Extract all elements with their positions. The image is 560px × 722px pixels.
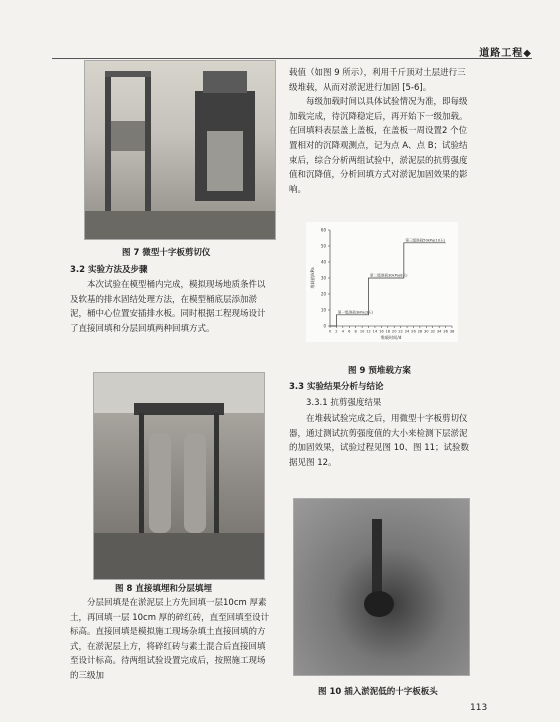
step-annotation: 第二级堆载30kPa(8天) <box>370 273 408 278</box>
x-tick-label: 10 <box>359 329 365 334</box>
x-tick-label: 32 <box>430 329 436 334</box>
section-3-2-title: 3.2 实验方法及步骤 <box>70 265 148 275</box>
x-tick-label: 20 <box>391 329 397 334</box>
right-paragraph-0: 载值（如图 9 所示），利用千斤顶对土层进行三级堆载，从而对淤泥进行加固 [5-6]。 <box>289 68 466 93</box>
section-3-3-title: 3.3 实验结果分析与结论 <box>289 382 384 392</box>
y-axis-label: 堆载值/kPa <box>310 267 315 289</box>
left-paragraph-2-text: 分层回填是在淤泥层上方先回填一层10cm 厚素土，再回填一层 10cm 厚的碎红砖，直至回填至设计标高。直接回填是模拟施工现场杂填土直接回填的方式，在淤泥层上方，将碎红砖与素土混合后直接回填至设计标高。待两组试验设置完成后，按照施工现场的三级加 <box>70 598 270 681</box>
step-annotation: 第三级堆载50kPa(10天) <box>405 238 446 243</box>
x-tick-label: 16 <box>379 329 384 334</box>
figure-10-caption: 图 10 插入淤泥低的十字板板头 <box>318 687 438 697</box>
x-tick-label: 38 <box>449 329 455 334</box>
x-tick-label: 6 <box>348 329 351 334</box>
x-tick-label: 22 <box>398 329 403 334</box>
x-tick-label: 8 <box>354 329 357 334</box>
figure-7-caption: 图 7 微型十字板剪切仪 <box>122 248 211 258</box>
figure-9-caption: 图 9 预堆载方案 <box>348 366 411 376</box>
right-paragraph-1: 每级加载时间以具体试验情况为准，即每级加载完成，待沉降稳定后，再开始下一级加载。在回填料表层盖上盖板，在盖板一周设置2 个位置相对的沉降观测点，记为点 A、点 B；试验结束后，综合分析两组试验中，淤泥层的抗剪强度值和沉降值，分析回填方式对淤泥加固效果的影响。 <box>289 97 468 195</box>
x-axis-label: 堆载时间/d <box>380 335 402 340</box>
page-number: 113 <box>470 703 488 713</box>
x-tick-label: 36 <box>443 329 448 334</box>
journal-section-title: 道路工程◆ <box>479 48 532 59</box>
y-tick-label: 0 <box>323 323 326 329</box>
x-tick-label: 4 <box>341 329 344 334</box>
y-tick-label: 60 <box>320 227 326 233</box>
x-tick-label: 2 <box>335 329 338 334</box>
figure-8-caption: 图 8 直接填埋和分层填埋 <box>115 584 212 594</box>
section-3-3-1-title: 3.3.1 抗剪强度结果 <box>306 398 382 408</box>
left-paragraph-1-text: 本次试验在模型桶内完成，模拟现场地质条件以及软基的排水固结处理方法，在模型桶底层添加淤泥，桶中心位置安插排水板。同时根据工程现场设计了直接回填和分层回填两种回填方式。 <box>70 280 266 334</box>
x-tick-label: 26 <box>411 329 416 334</box>
x-tick-label: 12 <box>366 329 371 334</box>
figure-8-photo <box>93 372 265 580</box>
left-paragraph-2 <box>70 596 270 684</box>
x-tick-label: 14 <box>372 329 378 334</box>
y-tick-label: 30 <box>320 275 326 281</box>
figure-10-photo <box>293 498 470 676</box>
x-tick-label: 28 <box>417 329 423 334</box>
x-tick-label: 24 <box>404 329 410 334</box>
right-paragraph-2: 在堆载试验完成之后，用微型十字板剪切仪器，通过测试抗剪强度值的大小来检测下层淤泥的加固效果，试验过程见图 10、图 11；试验数据见图 12。 <box>289 414 470 468</box>
right-column-text-top <box>289 66 471 197</box>
y-tick-label: 50 <box>320 243 326 249</box>
y-tick-label: 20 <box>320 291 326 297</box>
y-tick-label: 10 <box>320 307 326 313</box>
x-tick-label: 34 <box>436 329 442 334</box>
figure-7-photo <box>84 60 276 240</box>
x-tick-label: 18 <box>385 329 391 334</box>
left-paragraph-1 <box>70 278 270 336</box>
right-paragraph-2-block <box>289 412 471 470</box>
x-tick-label: 30 <box>424 329 429 334</box>
x-tick-label: 0 <box>328 329 332 334</box>
running-header <box>52 48 532 59</box>
y-tick-label: 40 <box>320 259 326 265</box>
step-annotation: 第一级堆载3kPa(3天) <box>337 310 374 315</box>
figure-9-chart <box>306 222 458 342</box>
